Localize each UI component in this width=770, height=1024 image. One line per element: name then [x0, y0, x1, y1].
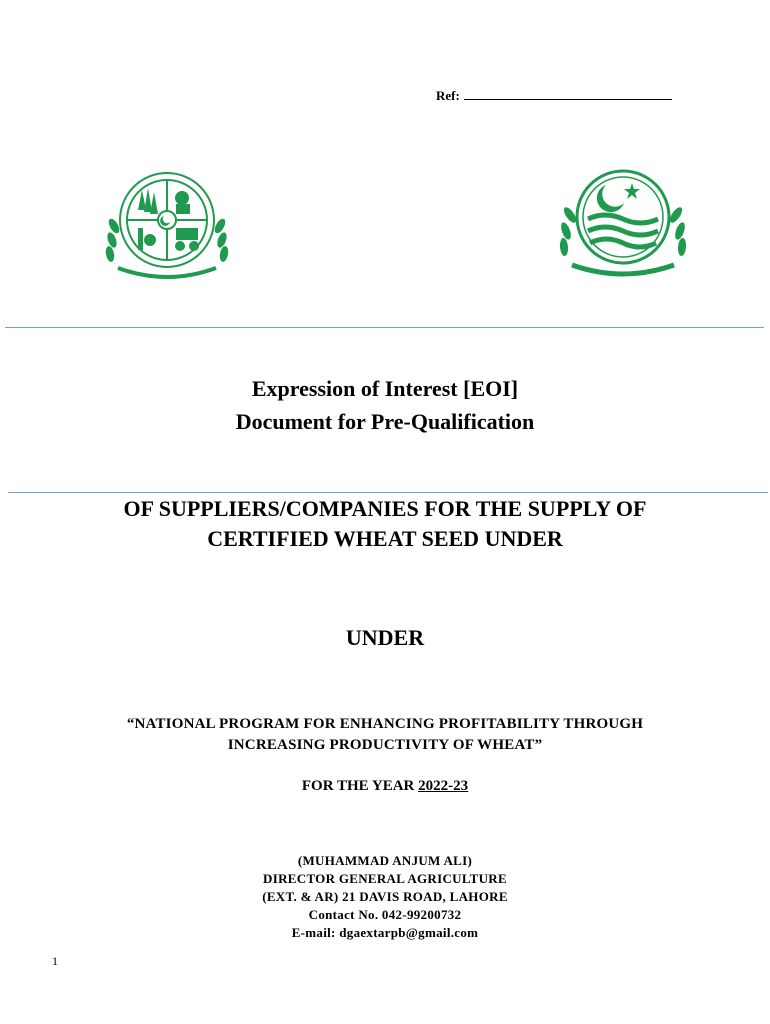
subtitle-line-2: CERTIFIED WHEAT SEED UNDER: [207, 526, 563, 551]
contact-phone: Contact No. 042-99200732: [308, 907, 462, 922]
government-of-punjab-logo: [554, 165, 692, 285]
title-line-2: Document for Pre-Qualification: [235, 409, 535, 434]
year-prefix: FOR THE YEAR: [301, 778, 419, 794]
contact-name: (MUHAMMAD ANJUM ALI): [297, 853, 473, 868]
program-name: [0, 714, 770, 756]
program-line-1: “NATIONAL PROGRAM FOR ENHANCING PROFITABILITY THROUGH: [126, 716, 644, 732]
document-title: [0, 372, 770, 438]
contact-block: [0, 852, 770, 942]
under-heading: UNDER: [345, 625, 425, 650]
program-year: [0, 778, 770, 795]
ref-field: [436, 88, 672, 104]
page-number: 1: [52, 954, 58, 968]
program-line-2: INCREASING PRODUCTIVITY OF WHEAT”: [227, 737, 543, 753]
ref-blank-line: [464, 88, 672, 100]
title-line-1: Expression of Interest [EOI]: [251, 376, 519, 401]
contact-designation: DIRECTOR GENERAL AGRICULTURE: [263, 871, 507, 886]
year-value: 2022-23: [418, 778, 469, 794]
subtitle-line-1: OF SUPPLIERS/COMPANIES FOR THE SUPPLY OF: [123, 496, 647, 521]
ref-label: Ref:: [436, 88, 460, 103]
document-subtitle: [0, 494, 770, 554]
divider-middle: [8, 492, 768, 493]
contact-address: (EXT. & AR) 21 DAVIS ROAD, LAHORE: [262, 889, 508, 904]
agriculture-department-logo: [98, 160, 236, 290]
contact-email: E-mail: dgaextarpb@gmail.com: [291, 925, 479, 940]
divider-top: [5, 327, 764, 328]
